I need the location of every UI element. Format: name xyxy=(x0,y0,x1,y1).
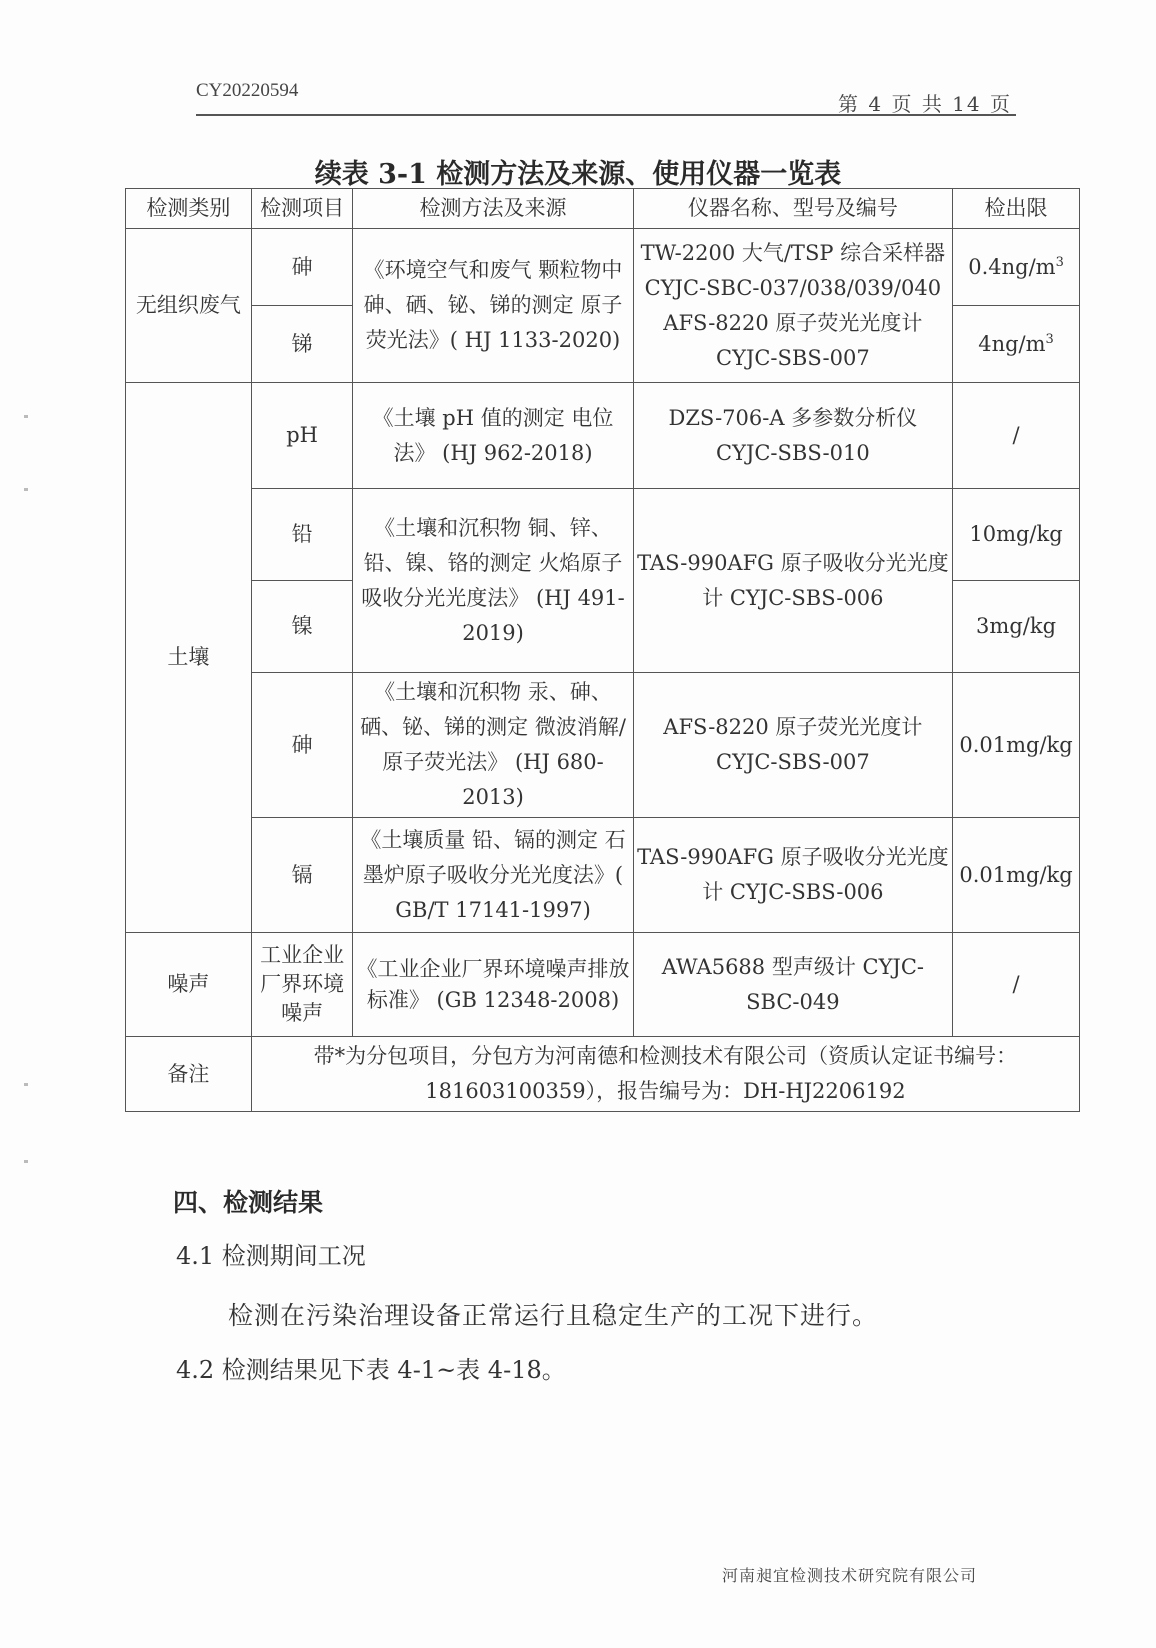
method-cell: 《土壤和沉积物 汞、砷、硒、铋、锑的测定 微波消解/原子荧光法》 (HJ 680-2013) xyxy=(353,673,633,818)
scan-speck xyxy=(24,1083,28,1086)
column-header-instrument: 仪器名称、型号及编号 xyxy=(633,189,952,229)
table-row xyxy=(126,229,1080,306)
limit-cell: 3mg/kg xyxy=(953,581,1080,673)
page-header xyxy=(196,78,1016,116)
category-cell: 噪声 xyxy=(126,933,252,1037)
remark-row xyxy=(126,1037,1080,1112)
limit-cell: 0.01mg/kg xyxy=(953,818,1080,933)
table-row xyxy=(126,818,1080,933)
document-id: CY20220594 xyxy=(196,80,299,101)
footer-company-name: 河南昶宜检测技术研究院有限公司 xyxy=(722,1566,978,1585)
table-row xyxy=(126,673,1080,818)
methods-instruments-table xyxy=(125,188,1080,1112)
table-header-row xyxy=(126,189,1080,229)
instrument-cell: AFS-8220 原子荧光光度计 CYJC-SBS-007 xyxy=(633,673,952,818)
method-cell: 《工业企业厂界环境噪声排放标准》 (GB 12348-2008) xyxy=(353,933,633,1037)
item-cell: 砷 xyxy=(251,229,353,306)
table-title: 续表 3-1 检测方法及来源、使用仪器一览表 xyxy=(314,159,842,190)
table-row xyxy=(126,489,1080,581)
column-header-method: 检测方法及来源 xyxy=(353,189,633,229)
instrument-cell: TAS-990AFG 原子吸收分光光度计 CYJC-SBS-006 xyxy=(633,818,952,933)
subsection-title-4-2: 4.2 检测结果见下表 4-1~表 4-18。 xyxy=(176,1356,566,1384)
limit-cell: 10mg/kg xyxy=(953,489,1080,581)
scan-speck xyxy=(24,488,28,491)
table-row xyxy=(126,383,1080,489)
item-cell: 工业企业厂界环境噪声 xyxy=(251,933,353,1037)
page-indicator: 第 4 页 共 14 页 xyxy=(838,92,1012,116)
subsection-body-4-1: 检测在污染治理设备正常运行且稳定生产的工况下进行。 xyxy=(228,1301,879,1330)
limit-cell: 0.01mg/kg xyxy=(953,673,1080,818)
item-cell: 砷 xyxy=(251,673,353,818)
limit-cell: / xyxy=(953,933,1080,1037)
remark-text: 带*为分包项目，分包方为河南德和检测技术有限公司（资质认定证书编号：181603100359），报告编号为：DH-HJ2206192 xyxy=(251,1037,1079,1112)
remark-label: 备注 xyxy=(126,1037,252,1112)
limit-cell: $4ng/m^3$ xyxy=(953,306,1080,383)
method-cell: 《环境空气和废气 颗粒物中砷、硒、铋、锑的测定 原子荧光法》( HJ 1133-2020) xyxy=(353,229,633,383)
method-cell: 《土壤质量 铅、镉的测定 石墨炉原子吸收分光光度法》( GB/T 17141-1997) xyxy=(353,818,633,933)
column-header-category: 检测类别 xyxy=(126,189,252,229)
item-cell: 镉 xyxy=(251,818,353,933)
scan-speck xyxy=(24,415,28,418)
instrument-cell: TW-2200 大气/TSP 综合采样器 CYJC-SBC-037/038/039/040 AFS-8220 原子荧光光度计 CYJC-SBS-007 xyxy=(633,229,952,383)
category-cell: 无组织废气 xyxy=(126,229,252,383)
method-cell: 《土壤和沉积物 铜、锌、铅、镍、铬的测定 火焰原子吸收分光光度法》 (HJ 491-2019) xyxy=(353,489,633,673)
item-cell: 铅 xyxy=(251,489,353,581)
limit-cell: / xyxy=(953,383,1080,489)
instrument-cell: AWA5688 型声级计 CYJC-SBC-049 xyxy=(633,933,952,1037)
item-cell: pH xyxy=(251,383,353,489)
item-cell: 锑 xyxy=(251,306,353,383)
section-heading: 四、检测结果 xyxy=(173,1188,324,1217)
method-cell: 《土壤 pH 值的测定 电位法》 (HJ 962-2018) xyxy=(353,383,633,489)
limit-cell: $0.4ng/m^3$ xyxy=(953,229,1080,306)
instrument-cell: DZS-706-A 多参数分析仪 CYJC-SBS-010 xyxy=(633,383,952,489)
column-header-item: 检测项目 xyxy=(251,189,353,229)
subsection-title-4-1: 4.1 检测期间工况 xyxy=(176,1242,366,1270)
category-cell: 土壤 xyxy=(126,383,252,933)
table-row xyxy=(126,933,1080,1037)
instrument-cell: TAS-990AFG 原子吸收分光光度计 CYJC-SBS-006 xyxy=(633,489,952,673)
column-header-detection-limit: 检出限 xyxy=(953,189,1080,229)
scan-speck xyxy=(24,1160,28,1163)
item-cell: 镍 xyxy=(251,581,353,673)
